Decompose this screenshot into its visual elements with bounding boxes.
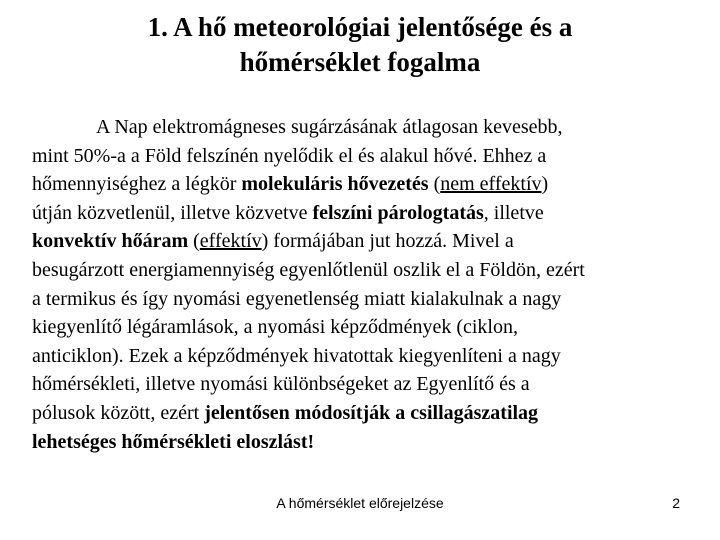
body-line: lehetséges hőmérsékleti eloszlást!	[32, 430, 315, 453]
body-line: anticiklon). Ezek a képződmények hivatottak kiegyenlíteni a nagy	[32, 344, 561, 367]
bold-term-surface-evaporation: felszíni párologtatás	[312, 201, 484, 224]
body-line: hőmérsékleti, illetve nyomási különbségeket az Egyenlítő és a	[32, 373, 530, 396]
bold-conclusion: jelentősen módosítják a csillagászatilag	[204, 401, 539, 424]
text-run: (	[428, 173, 441, 196]
bold-term-molecular-conduction: molekuláris hővezetés	[241, 173, 429, 196]
underlined-term-effective: effektív	[199, 230, 262, 253]
text-run: (	[188, 230, 200, 253]
title-line-1: 1. A hő meteorológiai jelentősége és a	[147, 12, 573, 42]
body-line	[32, 199, 692, 228]
text-run: )	[541, 173, 549, 196]
body-line: mint 50%-a a Föld felszínén nyelődik el és alakul hővé. Ehhez a	[32, 144, 547, 167]
text-run: ) formájában jut hozzá. Mivel a	[261, 230, 514, 253]
bold-term-convective-flow: konvektív hőáram	[32, 230, 189, 253]
slide-title	[40, 10, 680, 80]
text-run: pólusok között, ezért	[32, 401, 205, 424]
text-run: hőmennyiséghez a légkör	[32, 173, 242, 196]
footer-title: A hőmérséklet előrejelzése	[276, 495, 444, 511]
body-line	[32, 399, 692, 428]
body-line: besugárzott energiamennyiség egyenlőtlenül oszlik el a Földön, ezért	[32, 258, 585, 281]
body-line: a termikus és így nyomási egyenetlenség miatt kialakulnak a nagy	[32, 287, 562, 310]
underlined-term-non-effective: nem effektív	[440, 173, 542, 196]
title-line-2: hőmérséklet fogalma	[239, 47, 481, 77]
text-run: , illetve	[483, 201, 544, 224]
body-line	[32, 170, 692, 199]
page-number: 2	[672, 495, 680, 511]
body-line: kiegyenlítő légáramlások, a nyomási képződmények (ciklon,	[32, 316, 518, 339]
body-line: A Nap elektromágneses sugárzásának átlagosan kevesebb,	[96, 116, 563, 138]
body-paragraph	[32, 113, 692, 456]
text-run: útján közvetlenül, illetve közvetve	[32, 201, 313, 224]
body-line	[32, 227, 692, 256]
